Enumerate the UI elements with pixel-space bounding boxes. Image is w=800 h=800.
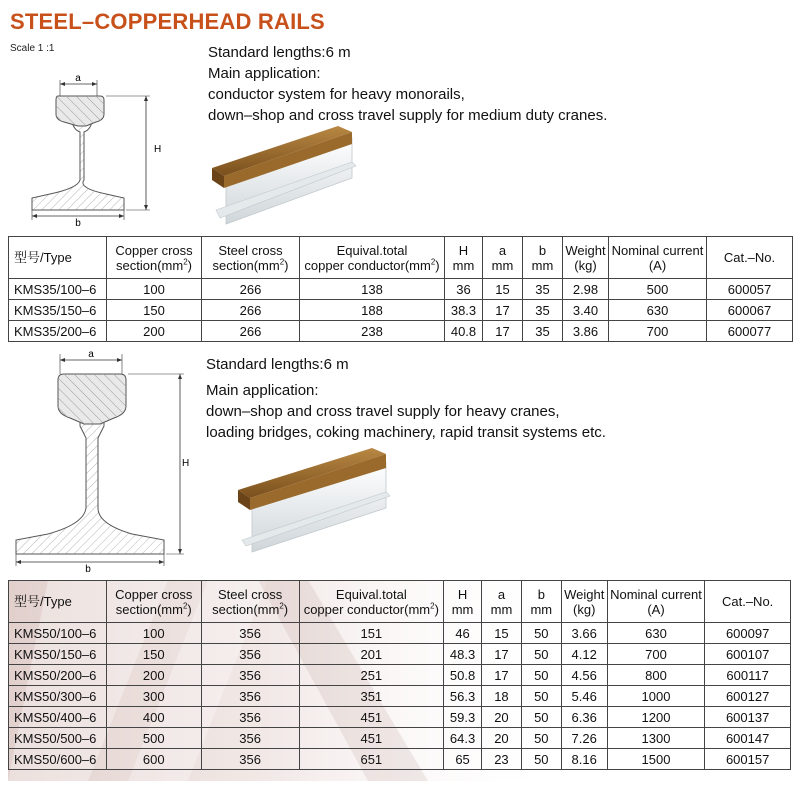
cell-a: 18	[482, 686, 522, 707]
header-a: a mm	[483, 237, 523, 279]
section1-application-line: down–shop and cross travel supply for medium duty cranes.	[208, 107, 608, 124]
cell-copper-section: 150	[107, 300, 202, 321]
cell-copper-section: 500	[106, 728, 201, 749]
cell-b: 35	[523, 279, 563, 300]
cell-nominal-current: 700	[607, 644, 705, 665]
cell-nominal-current: 800	[607, 665, 705, 686]
cell-b: 35	[523, 300, 563, 321]
header-a: a mm	[482, 581, 522, 623]
header-type: 型号/Type	[9, 581, 107, 623]
cell-steel-section: 356	[201, 749, 299, 770]
kms50-cross-section-diagram	[8, 348, 198, 578]
cell-weight: 2.98	[563, 279, 609, 300]
header-weight: Weight (kg)	[563, 237, 609, 279]
cell-steel-section: 356	[201, 623, 299, 644]
cell-cat-no: 600147	[705, 728, 791, 749]
cell-type: KMS35/100–6	[9, 279, 107, 300]
cell-copper-section: 200	[106, 665, 201, 686]
header-steel-section: Steel cross $section(mm^2)$	[202, 237, 300, 279]
kms50-table-body	[9, 623, 791, 770]
table-row	[9, 749, 791, 770]
cell-weight: 8.16	[561, 749, 607, 770]
cell-a: 17	[482, 644, 522, 665]
cell-b: 50	[521, 623, 561, 644]
cell-cat-no: 600137	[705, 707, 791, 728]
cell-equival-copper: 201	[299, 644, 444, 665]
cell-copper-section: 200	[107, 321, 202, 342]
cell-b: 50	[521, 749, 561, 770]
cell-h: 38.3	[445, 300, 483, 321]
cell-steel-section: 356	[201, 665, 299, 686]
cell-cat-no: 600117	[705, 665, 791, 686]
header-equival-copper: Equival.total copper $conductor(mm^2)$	[300, 237, 445, 279]
table-row	[9, 707, 791, 728]
page-title: STEEL–COPPERHEAD RAILS	[10, 9, 325, 34]
kms50-rail-illustration	[238, 448, 398, 558]
cell-a: 20	[482, 728, 522, 749]
cell-nominal-current: 500	[609, 279, 707, 300]
cell-weight: 4.56	[561, 665, 607, 686]
section2-info	[206, 354, 606, 443]
cell-weight: 4.12	[561, 644, 607, 665]
cell-cat-no: 600097	[705, 623, 791, 644]
kms35-table-body	[9, 279, 793, 342]
cell-equival-copper: 451	[299, 728, 444, 749]
cell-weight: 3.40	[563, 300, 609, 321]
cell-type: KMS35/200–6	[9, 321, 107, 342]
cell-steel-section: 356	[201, 686, 299, 707]
header-cat-no: Cat.–No.	[705, 581, 791, 623]
table-row	[9, 300, 793, 321]
cell-equival-copper: 251	[299, 665, 444, 686]
cell-h: 40.8	[445, 321, 483, 342]
cell-type: KMS50/150–6	[9, 644, 107, 665]
cell-cat-no: 600067	[707, 300, 793, 321]
cell-copper-section: 150	[106, 644, 201, 665]
header-type: 型号/Type	[9, 237, 107, 279]
header-nominal-current: Nominal current (A)	[609, 237, 707, 279]
cell-b: 50	[521, 686, 561, 707]
kms50-table-wrapper	[8, 580, 791, 781]
cell-nominal-current: 630	[609, 300, 707, 321]
cell-nominal-current: 1300	[607, 728, 705, 749]
cell-b: 35	[523, 321, 563, 342]
cell-b: 50	[521, 728, 561, 749]
cell-nominal-current: 630	[607, 623, 705, 644]
cell-cat-no: 600157	[705, 749, 791, 770]
cell-copper-section: 100	[106, 623, 201, 644]
table-row	[9, 665, 791, 686]
cell-b: 50	[521, 665, 561, 686]
cell-steel-section: 356	[201, 707, 299, 728]
cell-steel-section: 266	[202, 321, 300, 342]
cell-steel-section: 356	[201, 644, 299, 665]
header-b: b mm	[523, 237, 563, 279]
cell-equival-copper: 451	[299, 707, 444, 728]
dimension-b-label: b	[85, 564, 91, 575]
cell-nominal-current: 1000	[607, 686, 705, 707]
cell-a: 20	[482, 707, 522, 728]
cell-weight: 6.36	[561, 707, 607, 728]
cell-type: KMS50/600–6	[9, 749, 107, 770]
cell-type: KMS50/400–6	[9, 707, 107, 728]
kms35-rail-illustration	[212, 122, 372, 232]
cell-type: KMS50/300–6	[9, 686, 107, 707]
cell-steel-section: 266	[202, 300, 300, 321]
cell-h: 36	[445, 279, 483, 300]
header-copper-section: Copper cross $section(mm^2)$	[107, 237, 202, 279]
cell-nominal-current: 1200	[607, 707, 705, 728]
dimension-h-label: H	[182, 458, 190, 469]
cell-weight: 3.86	[563, 321, 609, 342]
cell-equival-copper: 138	[300, 279, 445, 300]
header-copper-section: Copper cross $section(mm^2)$	[106, 581, 201, 623]
section2-application-heading: Main application:	[206, 382, 319, 399]
section1-standard-lengths: Standard lengths:6 m	[208, 44, 351, 61]
cell-weight: 3.66	[561, 623, 607, 644]
section1-application-heading: Main application:	[208, 65, 321, 82]
kms50-spec-table	[8, 580, 791, 770]
kms35-spec-table	[8, 236, 793, 342]
cell-cat-no: 600057	[707, 279, 793, 300]
table-row	[9, 623, 791, 644]
cell-a: 15	[482, 623, 522, 644]
dimension-h-label: H	[154, 144, 162, 155]
table-row	[9, 321, 793, 342]
cell-copper-section: 600	[106, 749, 201, 770]
cell-h: 64.3	[444, 728, 482, 749]
cell-type: KMS50/500–6	[9, 728, 107, 749]
section2-application-line: loading bridges, coking machinery, rapid transit systems etc.	[206, 424, 606, 441]
cell-equival-copper: 151	[299, 623, 444, 644]
cell-a: 15	[483, 279, 523, 300]
kms35-cross-section-diagram	[20, 70, 200, 230]
cell-nominal-current: 1500	[607, 749, 705, 770]
cell-h: 56.3	[444, 686, 482, 707]
cell-copper-section: 300	[106, 686, 201, 707]
cell-steel-section: 356	[201, 728, 299, 749]
cell-equival-copper: 188	[300, 300, 445, 321]
cell-a: 17	[483, 300, 523, 321]
cell-b: 50	[521, 707, 561, 728]
cell-steel-section: 266	[202, 279, 300, 300]
header-equival-copper: Equival.total copper $conductor(mm^2)$	[299, 581, 444, 623]
header-steel-section: Steel cross $section(mm^2)$	[201, 581, 299, 623]
cell-h: 48.3	[444, 644, 482, 665]
cell-cat-no: 600107	[705, 644, 791, 665]
cell-type: KMS50/100–6	[9, 623, 107, 644]
section1-info	[208, 42, 607, 126]
cell-nominal-current: 700	[609, 321, 707, 342]
cell-b: 50	[521, 644, 561, 665]
scale-label: Scale 1 :1	[10, 43, 55, 54]
header-b: b mm	[521, 581, 561, 623]
cell-h: 65	[444, 749, 482, 770]
header-h: H mm	[444, 581, 482, 623]
dimension-a-label: a	[75, 73, 81, 84]
table-row	[9, 686, 791, 707]
table-row	[9, 644, 791, 665]
section1-application-line: conductor system for heavy monorails,	[208, 86, 465, 103]
cell-h: 59.3	[444, 707, 482, 728]
cell-cat-no: 600127	[705, 686, 791, 707]
section2-standard-lengths: Standard lengths:6 m	[206, 356, 349, 373]
header-weight: Weight (kg)	[561, 581, 607, 623]
cell-copper-section: 100	[107, 279, 202, 300]
header-nominal-current: Nominal current (A)	[607, 581, 705, 623]
header-h: H mm	[445, 237, 483, 279]
cell-h: 46	[444, 623, 482, 644]
header-cat-no: Cat.–No.	[707, 237, 793, 279]
cell-equival-copper: 238	[300, 321, 445, 342]
cell-a: 17	[483, 321, 523, 342]
dimension-b-label: b	[75, 218, 81, 229]
cell-equival-copper: 651	[299, 749, 444, 770]
table-row	[9, 279, 793, 300]
cell-weight: 5.46	[561, 686, 607, 707]
section2-application-line: down–shop and cross travel supply for heavy cranes,	[206, 403, 560, 420]
cell-copper-section: 400	[106, 707, 201, 728]
cell-type: KMS35/150–6	[9, 300, 107, 321]
cell-type: KMS50/200–6	[9, 665, 107, 686]
cell-weight: 7.26	[561, 728, 607, 749]
table-row	[9, 728, 791, 749]
cell-h: 50.8	[444, 665, 482, 686]
cell-equival-copper: 351	[299, 686, 444, 707]
cell-cat-no: 600077	[707, 321, 793, 342]
cell-a: 17	[482, 665, 522, 686]
dimension-a-label: a	[88, 349, 94, 360]
cell-a: 23	[482, 749, 522, 770]
